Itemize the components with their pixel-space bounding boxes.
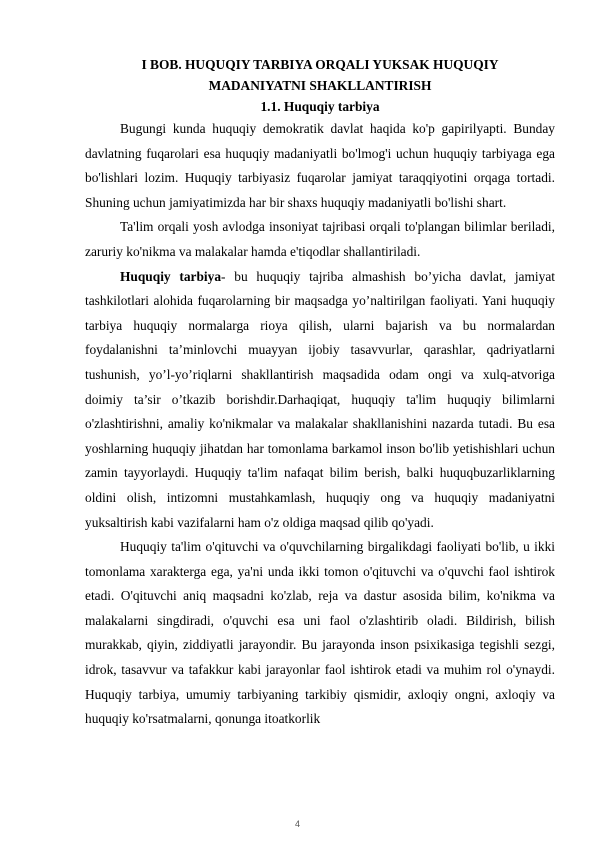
document-page [85,54,555,732]
chapter-title-line-2: MADANIYATNI SHAKLLANTIRISH [208,78,432,93]
paragraph-education: Ta'lim orqali yosh avlodga insoniyat tajribasi orqali to'plangan bilimlar beriladi, zaruriy ko'nikma va malakalar hamda e'tiqodlar shallantiriladi. [85,219,555,259]
chapter-title-line-1: I BOB. HUQUQIY TARBIYA ORQALI YUKSAK HUQUQIY [141,57,499,72]
definition-term: Huquqiy tarbiya [120,268,222,284]
section-title: 1.1. Huquqiy tarbiya [260,99,380,114]
paragraph-intro: Bugungi kunda huquqiy demokratik davlat haqida ko'p gapirilyapti. Bunday davlatning fuqarolari esa huquqiy madaniyatli bo'lmog'i uchun huquqiy tarbiyaga ega bo'lishlari lozim. Huquqiy tarbiyasiz fuqarolar jamiyat taraqqiyotini orqaga tortadi. Shuning uchun jamiyatimizda har bir shaxs huquqiy madaniyatli bo'lishi shart. [85,121,555,210]
paragraph-definition [85,265,555,536]
definition-text: - bu huquqiy tajriba almashish bo’yicha davlat, jamiyat tashkilotlari alohida fuqarolarning bir maqsadga yo’naltirilgan faoliyati. Yani huquqiy tarbiya huquqiy normalarga rioya qilish, ularni bajarish va bu normalardan foydalanishni ta’minlovchi muayyan ijobiy tasavvurlar, qarashlar, qadriyatlarni tushunish, yo’l-yo’riqlarni shakllantirish maqsadida odam ongi va xulq-atvoriga doimiy ta’sir o’tkazib borishdir.Darhaqiqat, huquqiy ta'lim huquqiy bilimlarni o'zlashtirishni, amaliy ko'nikmalar va malakalar shakllanishini nazarda tutadi. Bu esa yoshlarning huquqiy jihatdan har tomonlama barkamol inson bo'lib yetishishlari uchun zamin tayyorlaydi. Huquqiy ta'lim nafaqat bilim berish, balki huquqbuzarliklarning oldini olish, intizomni mustahkamlash, huquqiy ong va huquqiy madaniyatni yuksaltirish kabi vazifalarni ham o'z oldiga maqsad qilib qo'yadi. [85,268,555,530]
page-number: 4 [294,819,300,829]
paragraph-legal-education: Huquqiy ta'lim o'qituvchi va o'quvchilarning birgalikdagi faoliyati bo'lib, u ikki tomonlama xarakterga ega, ya'ni unda ikki tomon o'qituvchi va o'quvchi faol ishtirok etadi. O'qituvchi aniq maqsadni ko'zlab, reja va dastur asosida bilim, ko'nikma va malakalarni singdiradi, o'quvchi esa uni faol o'zlashtirib oladi. Bildirish, bilish murakkab, qiyin, ziddiyatli jarayondir. Bu jarayonda inson psixikasiga tegishli sezgi, idrok, tasavvur va tafakkur kabi jarayonlar faol ishtirok etadi va muhim rol o'ynaydi. Huquqiy tarbiya, umumiy tarbiyaning tarkibiy qismidir, axloqiy ongni, axloqiy va huquqiy ko'rsatmalarni, qonunga itoatkorlik [85,539,555,727]
